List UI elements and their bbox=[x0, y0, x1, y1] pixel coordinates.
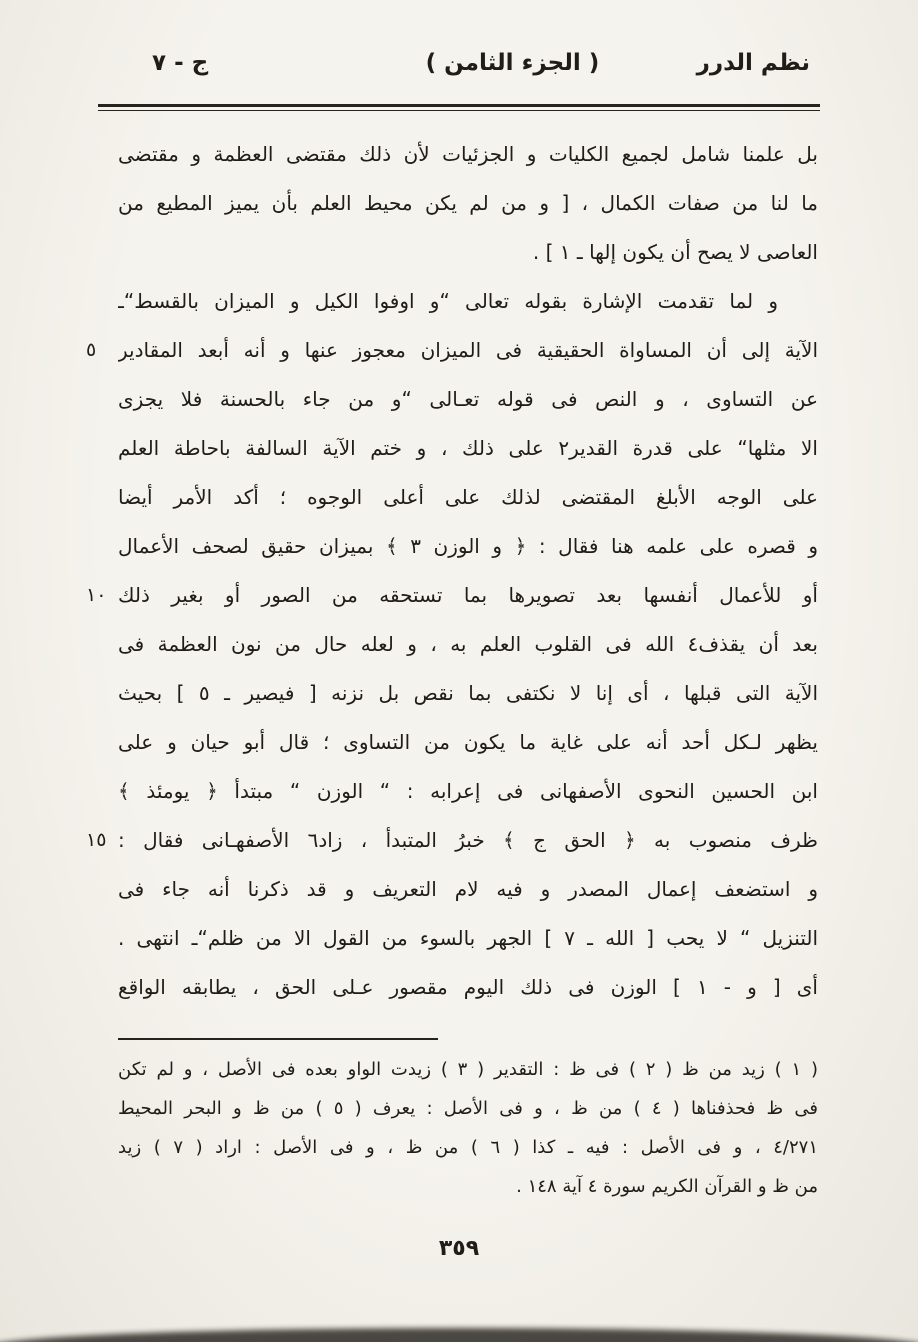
book-title: نظم الدرر bbox=[696, 50, 810, 76]
body-line-text: الآية التى قبلها ، أى إنا لا نكتفى بما نقص بل نزنه [ فيصير ـ ٥ ] بحيث bbox=[118, 681, 818, 705]
body-line-text: بعد أن يقذف٤ الله فى القلوب العلم به ، و لعله حال من نون العظمة فى bbox=[118, 632, 818, 656]
body-text bbox=[86, 130, 818, 1012]
footnote-separator-rule bbox=[118, 1038, 438, 1040]
body-line-text: يظهر لـكل أحد أنه على غاية ما يكون من التساوى ؛ قال أبو حيان و على bbox=[118, 730, 818, 754]
body-line bbox=[86, 571, 818, 620]
footnote-line: من ظ و القرآن الكريم سورة ٤ آية ١٤٨ . bbox=[516, 1176, 818, 1197]
body-line bbox=[86, 816, 818, 865]
body-line bbox=[118, 277, 818, 326]
body-line bbox=[118, 375, 818, 424]
page-header bbox=[118, 50, 810, 76]
body-line-text: بل علمنا شامل لجميع الكليات و الجزئيات لأن ذلك مقتضى العظمة و مقتضى bbox=[118, 142, 818, 166]
footnote-line: فى ظ فحذفناها ( ٤ ) من ظ ، و فى الأصل : يعرف ( ٥ ) من ظ و البحر المحيط bbox=[118, 1098, 818, 1119]
page-number: ٣٥٩ bbox=[438, 1236, 480, 1261]
body-line bbox=[86, 326, 818, 375]
body-line bbox=[118, 865, 818, 914]
body-line bbox=[118, 963, 818, 1012]
line-number-marker: ١٥ bbox=[86, 829, 107, 851]
footnote-line: ٤/٢٧١ ، و فى الأصل : فيه ـ كذا ( ٦ ) من ظ ، و فى الأصل : اراد ( ٧ ) زيد bbox=[118, 1137, 818, 1158]
body-line-text: أى [ و - ١ ] الوزن فى ذلك اليوم مقصور عـلى الحق ، يطابقه الواقع bbox=[118, 975, 818, 999]
body-line-text: العاصى لا يصح أن يكون إلها ـ ١ ] . bbox=[532, 240, 818, 264]
footnote-line: ( ١ ) زيد من ظ ( ٢ ) فى ظ : التقدير ( ٣ ) زيدت الواو بعده فى الأصل ، و لم تكن bbox=[118, 1059, 818, 1080]
body-line bbox=[118, 522, 818, 571]
body-line-text: الآية إلى أن المساواة الحقيقية فى الميزان معجوز عنها و أنه أبعد المقادير bbox=[118, 338, 818, 362]
body-line bbox=[118, 179, 818, 228]
body-line bbox=[118, 424, 818, 473]
body-line-text: على الوجه الأبلغ المقتضى لذلك على أعلى الوجوه ؛ أكد الأمر أيضا bbox=[118, 485, 818, 509]
body-line-text: ما لنا من صفات الكمال ، [ و من لم يكن محيط العلم بأن يميز المطيع من bbox=[118, 191, 818, 215]
part-label: ج - ٧ bbox=[152, 50, 209, 76]
line-number-marker: ١٠ bbox=[86, 584, 107, 606]
body-line bbox=[118, 669, 818, 718]
volume-label: ( الجزء الثامن ) bbox=[425, 50, 600, 76]
body-line-text: ابن الحسين النحوى الأصفهانى فى إعرابه : “ الوزن “ مبتدأ ﴿ يومئذ ﴾ bbox=[118, 779, 818, 803]
body-line-text: و لما تقدمت الإشارة بقوله تعالى “و اوفوا الكيل و الميزان بالقسط“ـ bbox=[118, 289, 778, 313]
body-line bbox=[118, 130, 818, 179]
scan-bottom-edge-artifact bbox=[0, 1328, 918, 1342]
body-line-text: ظرف منصوب به ﴿ الحق ج ﴾ خبرُ المتبدأ ، زاد٦ الأصفهـانى فقال : bbox=[118, 828, 818, 852]
body-line bbox=[118, 620, 818, 669]
body-line-text: الا مثلها“ على قدرة القدير٢ على ذلك ، و ختم الآية السالفة باحاطة العلم bbox=[118, 436, 818, 460]
header-rule bbox=[98, 104, 820, 111]
footnotes-section bbox=[118, 1038, 818, 1206]
body-line-text: و قصره على علمه هنا فقال : ﴿ و الوزن ٣ ﴾ بميزان حقيق لصحف الأعمال bbox=[118, 534, 818, 558]
body-line-text: و استضعف إعمال المصدر و فيه لام التعريف و قد ذكرنا أنه جاء فى bbox=[118, 877, 818, 901]
body-line-text: أو للأعمال أنفسها بعد تصويرها بما تستحقه من الصور أو بغير ذلك bbox=[118, 583, 818, 607]
body-line-text: عن التساوى ، و النص فى قوله تعـالى “و من جاء بالحسنة فلا يجزى bbox=[118, 387, 818, 411]
line-number-marker: ٥ bbox=[86, 339, 97, 361]
body-line-text: التنزيل “ لا يحب [ الله ـ ٧ ] الجهر بالسوء من القول الا من ظلم“ـ انتهى . bbox=[118, 926, 818, 950]
body-line bbox=[118, 767, 818, 816]
body-line bbox=[118, 914, 818, 963]
body-line bbox=[118, 473, 818, 522]
body-line bbox=[118, 228, 818, 277]
body-line bbox=[118, 718, 818, 767]
